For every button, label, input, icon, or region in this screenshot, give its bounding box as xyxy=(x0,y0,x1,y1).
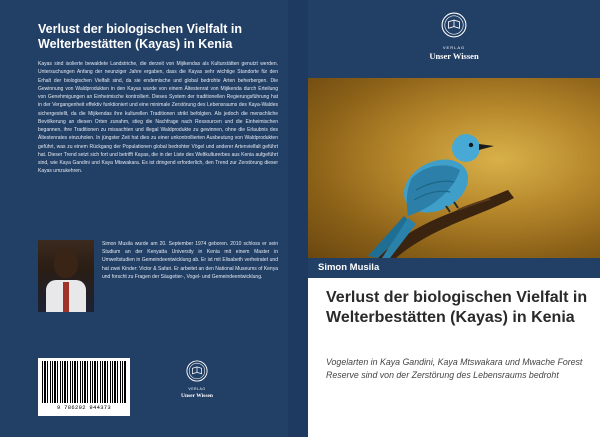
front-author-name: Simon Musila xyxy=(318,262,380,273)
cover-bird-photo xyxy=(308,78,600,258)
back-publisher-name: Unser Wissen xyxy=(181,393,213,399)
author-photo xyxy=(38,240,94,312)
barcode-bars xyxy=(42,361,126,403)
back-publisher-logo xyxy=(172,360,222,404)
front-cover-subtitle: Vogelarten in Kaya Gandini, Kaya Mtswakara und Mwache Forest Reserve sind von der Zerstörung des Lebensraums bedroht xyxy=(326,357,583,380)
front-cover xyxy=(308,0,600,437)
back-cover-title: Verlust der biologischen Vielfalt in Welterbestätten (Kayas) in Kenia xyxy=(38,22,242,51)
isbn-barcode xyxy=(38,358,130,416)
book-seal-icon xyxy=(441,12,467,38)
back-cover-blurb: Kayas sind isolierte bewaldete Landstriche, die derzeit von Mijikendas als Kulturstätten genutzt werden. Untersuchungen Anfang der neunziger Jahre ergaben, dass die Kayas sehr wichtige Standorte für den Erhalt der biologischen Vielfalt sind, da sie endemische und global bedrohte Arten beherbergen. Die Gewinnung von Waldprodukten in den Kayas wurde von einem Ältestenrat von Mijikenda durch Erteilung von Genehmigungen an Einheimische kontrolliert. Dieses System der traditionellen Regierungsführung hat in der Vergangenheit effektiv funktioniert und eine minimale Zerstörung des Lebensraums des Kaya-Waldes sichergestellt, da die Mijikendas ihre kulturellen Traditionen strikt befolgten. Als jedoch die menschliche Bevölkerung an diesen Orten zunahm, stieg die Nachfrage nach Ressourcen und die Einheimischen begannen, ihre Traditionen zu missachten und illegal Waldprodukte zu gewinnen, ohne die Erlaubnis des Ältestenrates einzuholen. In jüngster Zeit hat dies zu einer unkontrollierten Ausbeutung von Waldprodukten geführt, was zu einem Rückgang der Populationen global bedrohter Vögel und anderer Artenvielfalt geführt hat. Dieser Trend setzt sich fort und betrifft Kayas, die in der Liste des Weltkulturerbes aus Kenia aufgeführt sind, wie Kaya Gandini und Kaya Mtswakara. Es ist dringend erforderlich, den Trend zur Zerstörung dieser Kayas umzukehren. xyxy=(38,61,278,175)
front-publisher-name: Unser Wissen xyxy=(429,51,479,61)
author-bio: Simon Musila wurde am 20. September 1974 geboren. 2010 schloss er sein Studium an der Kenyatta University in Kenia mit einem Master in Umweltstudien in Gemeindeentwicklung ab. Er ist mit Elisabeth verheiratet und hat zwei Kinder: Victor & Safari. Er arbeitet an den National Museums of Kenya und forscht zu Fragen der Säugetier-, Vogel- und Gemeindeentwicklung. xyxy=(102,241,278,280)
front-author-bar xyxy=(308,258,600,278)
barcode-digits: 9 786202 944373 xyxy=(56,404,111,411)
front-publisher-verlag: VERLAG xyxy=(442,45,466,50)
front-publisher-band xyxy=(308,0,600,78)
book-seal-icon xyxy=(186,360,208,382)
back-cover xyxy=(0,0,288,437)
back-publisher-verlag: VERLAG xyxy=(188,387,206,391)
book-spine xyxy=(288,0,308,437)
front-cover-title: Verlust der biologischen Vielfalt in Welterbestätten (Kayas) in Kenia xyxy=(326,289,588,326)
